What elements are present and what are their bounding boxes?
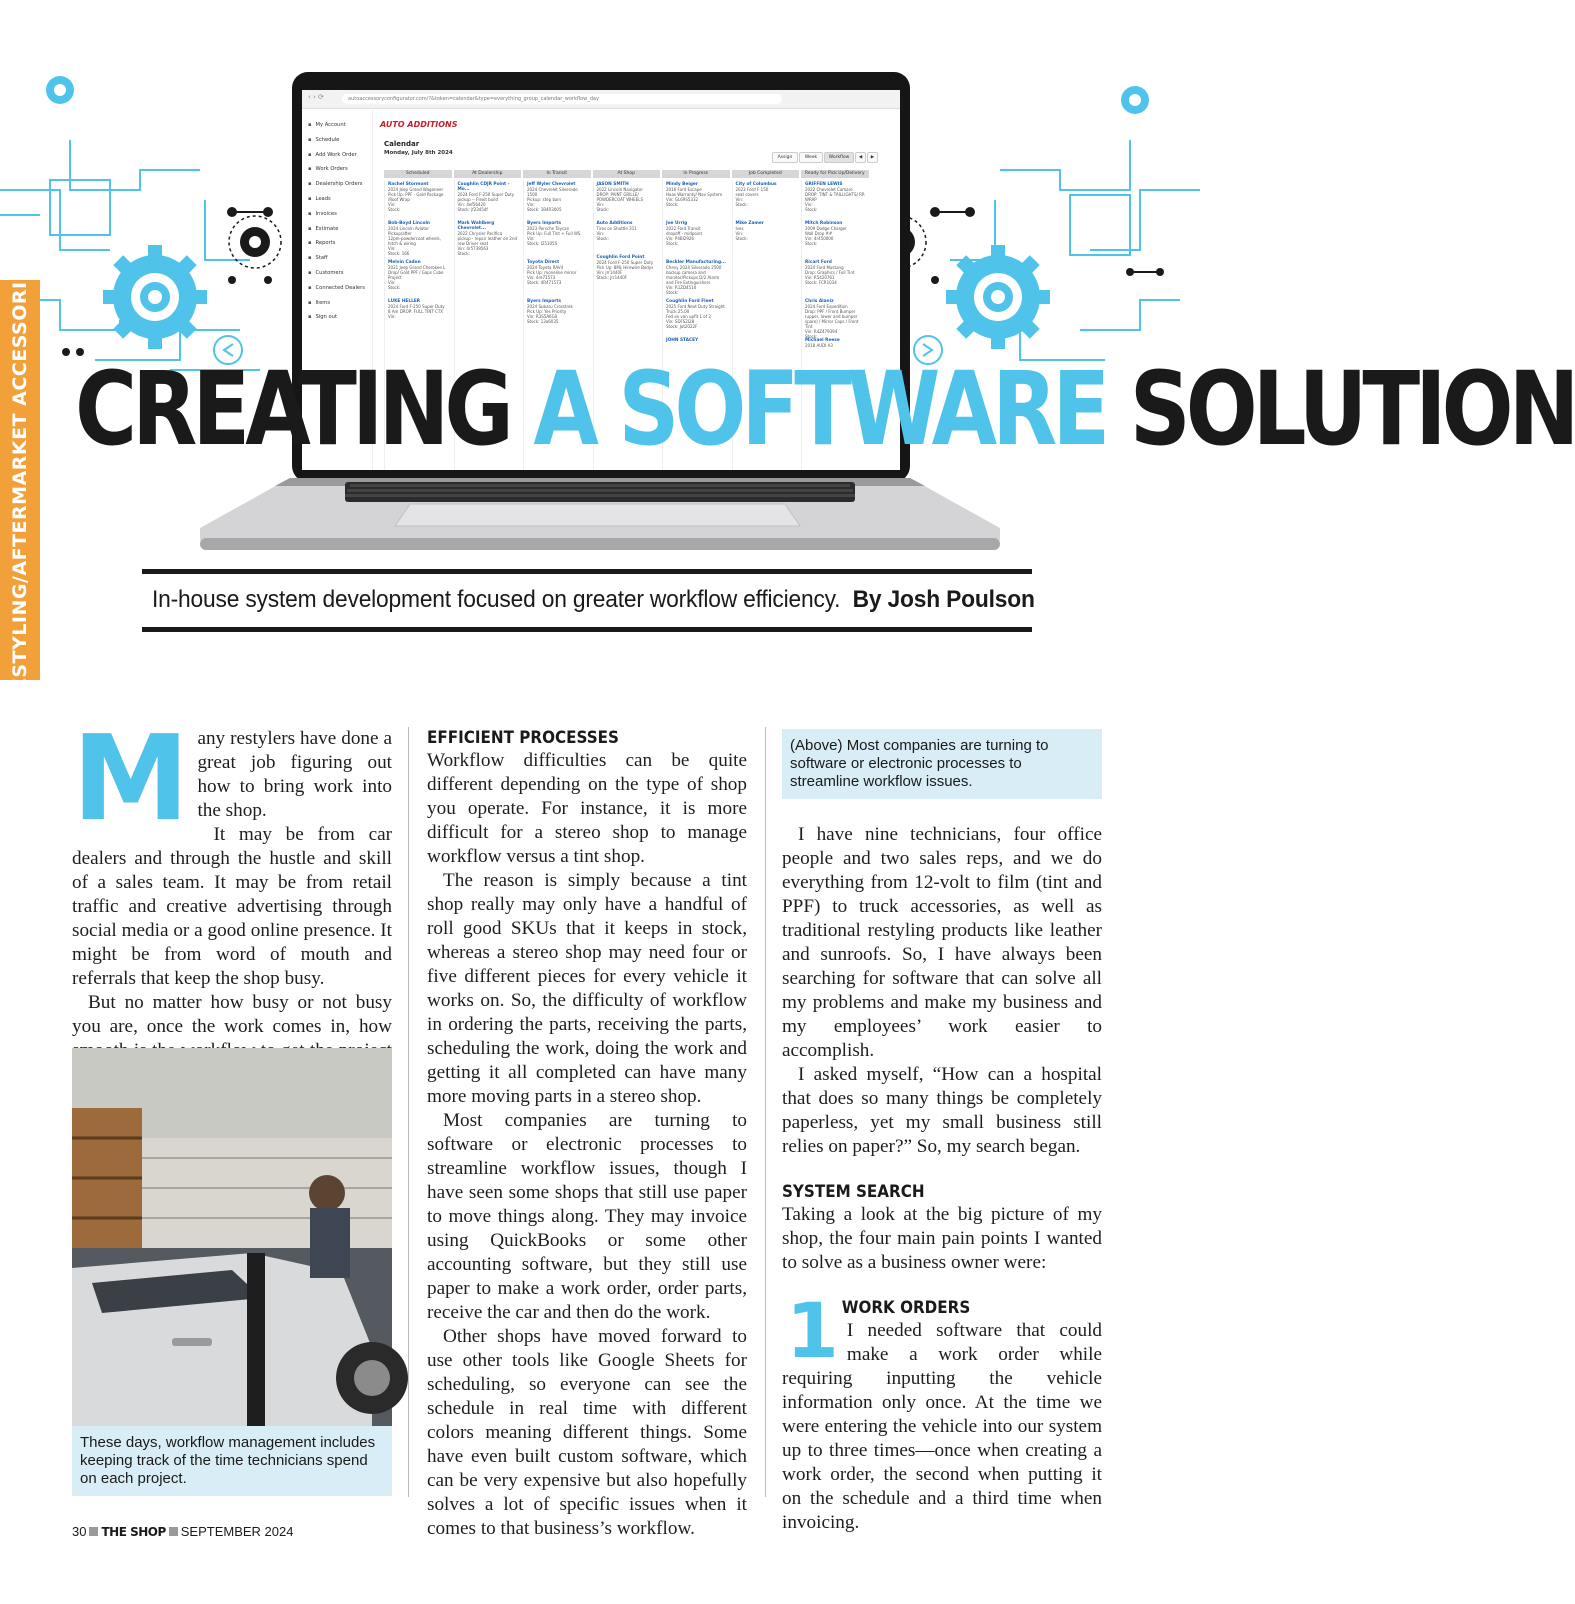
sidebar-item-leads[interactable]: ▪ Leads xyxy=(308,196,331,202)
section-heading-system-search: SYSTEM SEARCH xyxy=(782,1182,925,1201)
drop-cap: M xyxy=(72,709,190,847)
calendar-column-header: Job Completed xyxy=(732,170,800,178)
section-label: RESTYLING/AFTERMARKET ACCESSORIES xyxy=(9,253,31,707)
section-heading-efficient-processes: EFFICIENT PROCESSES xyxy=(427,728,619,747)
calendar-job-card[interactable]: Beckler Manufacturing... Chevy 2024 Silverado 2500 backup camera and monitor/Pickups D/2 Alarm and Fire Extinguishers Vin: R1ZD4510 Stock: xyxy=(666,260,726,295)
sidebar-item-estimate[interactable]: ▪ Estimate xyxy=(308,226,338,232)
calendar-job-card[interactable]: Mindy Beiger 2016 Ford Escape Haas Warranty/ Nav System Vin: GL69S5332 Stock: xyxy=(666,182,723,207)
sidebar-item-add-work-order[interactable]: ▪ Add Work Order xyxy=(308,152,357,158)
calendar-job-card[interactable]: Chris Alaniz 2024 Ford Expedition Drop: PPF / Front Bumper (upper, lower and bumper spare) / Mirror Caps / Front Tint Vin: R4Z479394 Stock: xyxy=(805,299,859,339)
browser-nav-icon: ‹ › ⟳ xyxy=(308,93,324,101)
sidebar-item-items[interactable]: ▪ Items xyxy=(308,300,330,306)
calendar-column-header: In Progress xyxy=(662,170,730,178)
screen-caption: (Above) Most companies are turning to software or electronic processes to streamline workflow issues. xyxy=(782,729,1102,799)
calendar-job-card[interactable]: JASON SMITH 2022 Lincoln Navigator DROP: PAINT GRILLE/ POWDERCOAT WHEELS Vin: Stock: xyxy=(596,182,643,212)
headline xyxy=(75,350,1575,469)
col3-paragraph-3: Taking a look at the big picture of my shop, the four main pain points I wanted to solve as a business owner were: xyxy=(782,1204,1102,1273)
deck-rule-top xyxy=(142,569,1032,574)
col1-paragraph-1: any restylers have done a great job figuring out how to bring work into the shop. xyxy=(197,728,392,821)
calendar-column-header: In Transit xyxy=(523,170,591,178)
magazine-name: THE SHOP xyxy=(101,1525,166,1539)
calendar-job-card[interactable]: Mike Zamer Ives Vin: Stock: xyxy=(735,221,764,241)
browser-url: autoaccessoryconfigurator.com/?&token=calendar&type=everything_group_calendar_workflow_day xyxy=(342,94,782,104)
column-3 xyxy=(782,823,1102,1535)
col1-paragraph-2: It may be from car dealers and through the hustle and skill of a sales team. It may be from retail traffic and creative advertising through social media or a good online presence. It might be from word of mouth and referrals that keep the shop busy. xyxy=(72,824,392,989)
calendar-job-card[interactable]: Melvin Cadon 2021 Jeep Grand Cherokee L Drop/ Gold PPF / Gaps Cube Project Vin: Stock: xyxy=(388,260,446,290)
shop-photo xyxy=(72,1048,392,1426)
page-number: 30 xyxy=(72,1524,87,1539)
column-2 xyxy=(427,727,747,1541)
calendar-job-card[interactable]: GRIFFEN LEWIS 2022 Chevrolet Camaro DROP: TINT & TAILLIGHTS/ RR WRAP Vin: Stock: xyxy=(805,182,865,212)
deck-text: In-house system development focused on greater workflow efficiency. xyxy=(152,586,841,613)
calendar-date: Monday, July 8th 2024 xyxy=(384,150,453,156)
sidebar-item-invoices[interactable]: ▪ Invoices xyxy=(308,211,337,217)
col3-paragraph-2: I asked myself, “How can a hospital that does so many things be completely paperless, yet my small business still relies on paper?” So, my search began. xyxy=(782,1064,1102,1157)
col3-paragraph-1: I have nine technicians, four office people and two sales reps, and we do everything from 12-volt to film (tint and PPF) to truck accessories, as well as traditional restyling products like leather and sunroofs. So, I have always been searching for software that can solve all my problems and make my business and my employees’ work easier to accomplish. xyxy=(782,824,1102,1061)
browser-toolbar xyxy=(302,90,900,109)
section-side-tab xyxy=(0,253,40,707)
sidebar-item-sign-out[interactable]: ▪ Sign out xyxy=(308,314,337,320)
list-number: 1 xyxy=(786,1286,839,1375)
calendar-column-header: Scheduled xyxy=(384,170,452,178)
sidebar-item-my-account[interactable]: ▪ My Account xyxy=(308,122,346,128)
col2-paragraph-2: The reason is simply because a tint shop really may only have a handful of roll good SKUs that it keeps in stock, whereas a stereo shop may need four or five different pieces for every vehicle it works on. So, the difficulty of workflow in ordering the parts, receiving the parts, scheduling the work, doing the work and getting it all completed can have many more moving parts in a stereo shop. xyxy=(427,870,747,1107)
column-1 xyxy=(72,709,392,1087)
sidebar-item-dealership-orders[interactable]: ▪ Dealership Orders xyxy=(308,181,362,187)
issue-date: SEPTEMBER 2024 xyxy=(180,1524,294,1539)
calendar-column-header: At Dealership xyxy=(454,170,522,178)
calendar-job-card[interactable]: Auto Additions Tires on Shuttle 311 Vin: Stock: xyxy=(596,221,637,241)
calendar-job-card[interactable]: City of Columbus 2023 Ford F-150 seat covers Vin: Stock: xyxy=(735,182,777,207)
calendar-column-header: Ready for Pick Up/Delivery xyxy=(801,170,869,178)
calendar-job-card[interactable]: Coughlin CDJR Point - Mo... 2024 Ford F-250 Super Duty pickup -- Flexit build Vin: 4ef56420 Stock: jf23454f xyxy=(457,182,515,212)
calendar-job-card[interactable]: LUKE HELLER 2024 Ford F-250 Super Duty 8 Am DROP: FULL TINT CTX Vin: xyxy=(388,299,445,319)
calendar-job-card[interactable]: Bob-Boyd Lincoln 2024 Lincoln Aviator Pickup/after 12pm-powdercoat wheels, hitch & wiring Vin: Stock: 166 xyxy=(388,221,441,256)
col3-paragraph-4: I needed software that could make a work order while requiring inputting the vehicle information only once. At the time we were entering the vehicle into our system up to three times—once when creating a work order, the second when putting it on the schedule and a third time when invoicing. xyxy=(782,1320,1102,1533)
sidebar-item-schedule[interactable]: ▪ Schedule xyxy=(308,137,339,143)
sidebar-item-staff[interactable]: ▪ Staff xyxy=(308,255,328,261)
sidebar-item-work-orders[interactable]: ▪ Work Orders xyxy=(308,166,348,172)
subheading-work-orders: WORK ORDERS xyxy=(841,1298,971,1317)
col2-paragraph-3: Most companies are turning to software or electronic processes to streamline workflow issues, though I have seen some shops that still use paper to move things along. They may invoice using QuickBooks or some other accounting software, but they still use paper to make a work order, order parts, receive the car and then do the work. xyxy=(427,1110,747,1323)
calendar-job-card[interactable]: Byers Imports 2024 Subaru Crosstrek Pick Up: Yes Priority Vin: R3S5A6G0 Stock: 13a6035 xyxy=(527,299,573,324)
calendar-job-card[interactable]: Jeff Wyler Chevrolet 2024 Chevrolet Silverado 1500 Pickup: step bars Vin: Stock: 1B4R3005 xyxy=(527,182,578,212)
calendar-job-card[interactable]: JOHN STACEY xyxy=(666,338,699,343)
column-divider-1 xyxy=(408,727,409,1497)
col2-paragraph-1: Workflow difficulties can be quite different depending on the type of shop you operate. For instance, it is more difficult for a stereo shop to manage workflow versus a tint shop. xyxy=(427,750,747,867)
folio xyxy=(72,1524,293,1539)
calendar-column-header: At Shop xyxy=(593,170,661,178)
headline-part-3: SOLUTION xyxy=(1129,350,1575,469)
calendar-job-card[interactable]: Joe Urrig 2022 Ford Transit dropoff - midpoint Vin: P4BI2926 Stock: xyxy=(666,221,703,246)
calendar-button-0[interactable]: Assign xyxy=(772,152,798,163)
laptop-base xyxy=(195,478,1005,558)
calendar-job-card[interactable]: Coughlin Ford Point 2024 Ford F-250 Super Duty Pick Up: 8ML Hirewire Bodys Vin: Jrr1440F Stock: Jrr1440F xyxy=(596,255,654,280)
calendar-job-card[interactable]: Mitch Robinson 2009 Dodge Charger Wall Drop ## Vin: 4r450000 Stock: xyxy=(805,221,847,246)
column-divider-2 xyxy=(765,727,766,1497)
calendar-job-card[interactable]: Rachel Stormont 2024 Jeep Grand Wagoneer Pick Up: PPF - Gold Package /Roof Wrap Vin: Stock: xyxy=(388,182,444,212)
calendar-title: Calendar xyxy=(384,140,420,148)
calendar-job-card[interactable]: Mark Wahlberg Chevrolet... 2022 Chrysler Pacifica pickup - repair leather on 2nd row Driver seat Vin: 4r5739563 Stock: xyxy=(457,221,518,256)
headline-part-1: CREATING xyxy=(75,350,534,469)
sidebar-item-reports[interactable]: ▪ Reports xyxy=(308,240,335,246)
calendar-job-card[interactable]: Coughlin Ford Fleet 2025 Ford Next Duty Straight Truck 25.00 Fed ex van upfit 1 of 2 Vin: SDFS2I28 Stock: Jot2022F xyxy=(666,299,725,329)
photo-caption: These days, workflow management includes keeping track of the time technicians spend on each project. xyxy=(72,1426,392,1496)
col2-paragraph-4: Other shops have moved forward to use other tools like Google Sheets for scheduling, so everyone can see the schedule in real time with different colors meaning different things. Some have even built custom software, which can be very expensive but also hopefully solves a lot of specific issues when it comes to that business’s workflow. xyxy=(427,1326,747,1539)
col1-paragraph-3: But no matter how busy or not busy you are, once the work comes in, how xyxy=(72,992,392,1037)
sidebar-item-connected-dealers[interactable]: ▪ Connected Dealers xyxy=(308,285,365,291)
calendar-button-2[interactable]: Workflow xyxy=(824,152,854,163)
deck xyxy=(152,586,1035,614)
calendar-job-card[interactable]: Byers Imports 2023 Porsche Taycan Pick Up: Full Tint + Full WS Vin: Stock: I25105S xyxy=(527,221,581,246)
calendar-button-3[interactable]: ◀ xyxy=(855,152,866,163)
calendar-job-card[interactable]: Ricart Ford 2024 Ford Mustang Drop: Graphics / Full Tint Vin: R5420761 Stock: FCR1034 xyxy=(805,260,855,285)
calendar-button-4[interactable]: ▶ xyxy=(867,152,878,163)
calendar-button-1[interactable]: Week xyxy=(799,152,823,163)
deck-rule-bottom xyxy=(142,627,1032,632)
calendar-job-card[interactable]: Michael Reese 2018 AUDI A3 xyxy=(805,338,840,348)
byline: By Josh Poulson xyxy=(852,586,1035,613)
calendar-job-card[interactable]: Toyota Direct 2024 Toyota RAV4 Pick Up: moneline mirror Vin: 4re71573 Stock: 4R471573 xyxy=(527,260,577,285)
app-logo: AUTO ADDITIONS xyxy=(380,120,458,129)
sidebar-item-customers[interactable]: ▪ Customers xyxy=(308,270,343,276)
headline-part-2: A SOFTWARE xyxy=(533,350,1130,469)
